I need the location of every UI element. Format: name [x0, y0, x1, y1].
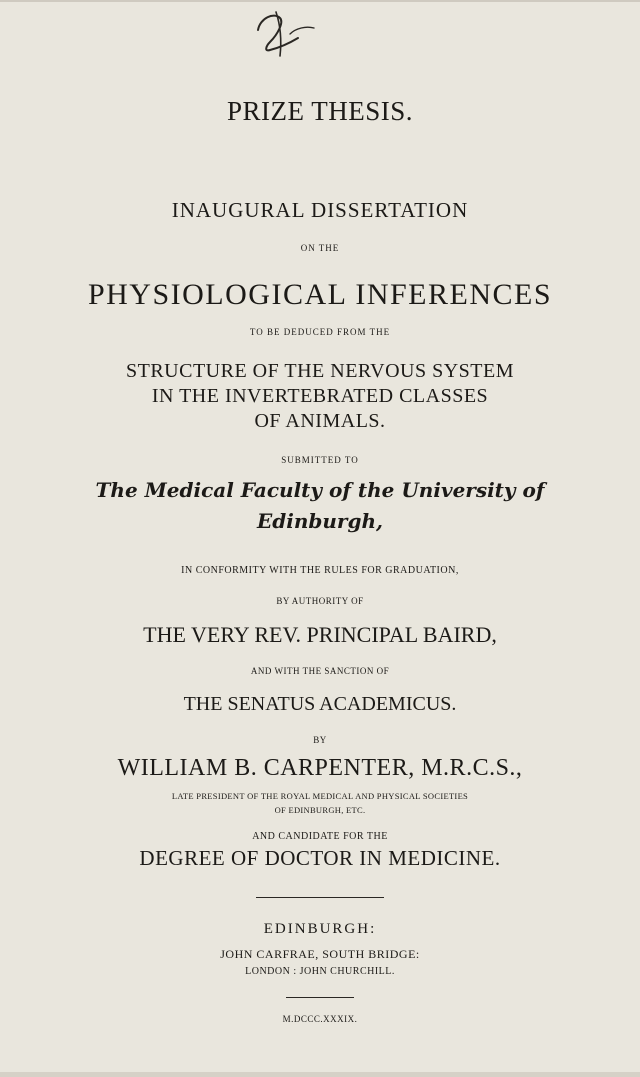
subject-line-3: OF ANIMALS. — [254, 410, 386, 432]
submitted-to-label: SUBMITTED TO — [281, 455, 359, 465]
principal-line: THE VERY REV. PRINCIPAL BAIRD, — [143, 622, 497, 647]
on-the-label: ON THE — [300, 243, 340, 253]
prize-heading: PRIZE THESIS. — [226, 96, 414, 126]
by-label: BY — [313, 735, 327, 745]
author-role-2: OF EDINBURGH, ETC. — [274, 805, 366, 815]
page-edge-bottom — [0, 1072, 640, 1077]
divider-rule-1 — [256, 897, 384, 898]
publisher-line: JOHN CARFRAE, SOUTH BRIDGE: — [220, 947, 420, 961]
senatus-line: THE SENATUS ACADEMICUS. — [183, 693, 457, 715]
handwritten-mark-icon — [240, 4, 320, 60]
faculty-line-1: The Medical Faculty of the University of — [95, 478, 545, 502]
deduced-from-label: TO BE DEDUCED FROM THE — [249, 327, 391, 337]
main-title: PHYSIOLOGICAL INFERENCES — [87, 278, 553, 311]
publication-date: M.DCCC.XXXIX. — [282, 1014, 358, 1024]
page-edge-top — [0, 0, 640, 2]
degree-line: DEGREE OF DOCTOR IN MEDICINE. — [139, 846, 501, 870]
candidate-label: AND CANDIDATE FOR THE — [252, 831, 388, 842]
by-authority-label: BY AUTHORITY OF — [276, 596, 364, 606]
divider-rule-2 — [286, 997, 354, 998]
conformity-line: IN CONFORMITY WITH THE RULES FOR GRADUATION, — [181, 565, 459, 576]
subject-line-2: IN THE INVERTEBRATED CLASSES — [151, 385, 489, 407]
london-line: LONDON : JOHN CHURCHILL. — [245, 966, 395, 977]
imprint-city: EDINBURGH: — [263, 921, 377, 937]
author-name: WILLIAM B. CARPENTER, M.R.C.S., — [117, 755, 523, 781]
sanction-label: AND WITH THE SANCTION OF — [250, 666, 390, 676]
author-role-1: LATE PRESIDENT OF THE ROYAL MEDICAL AND PHYSICAL SOCIETIES — [171, 791, 469, 801]
subject-line-1: STRUCTURE OF THE NERVOUS SYSTEM — [125, 360, 515, 382]
faculty-line-2: Edinburgh, — [257, 509, 383, 533]
dissertation-type: INAUGURAL DISSERTATION — [171, 198, 469, 222]
